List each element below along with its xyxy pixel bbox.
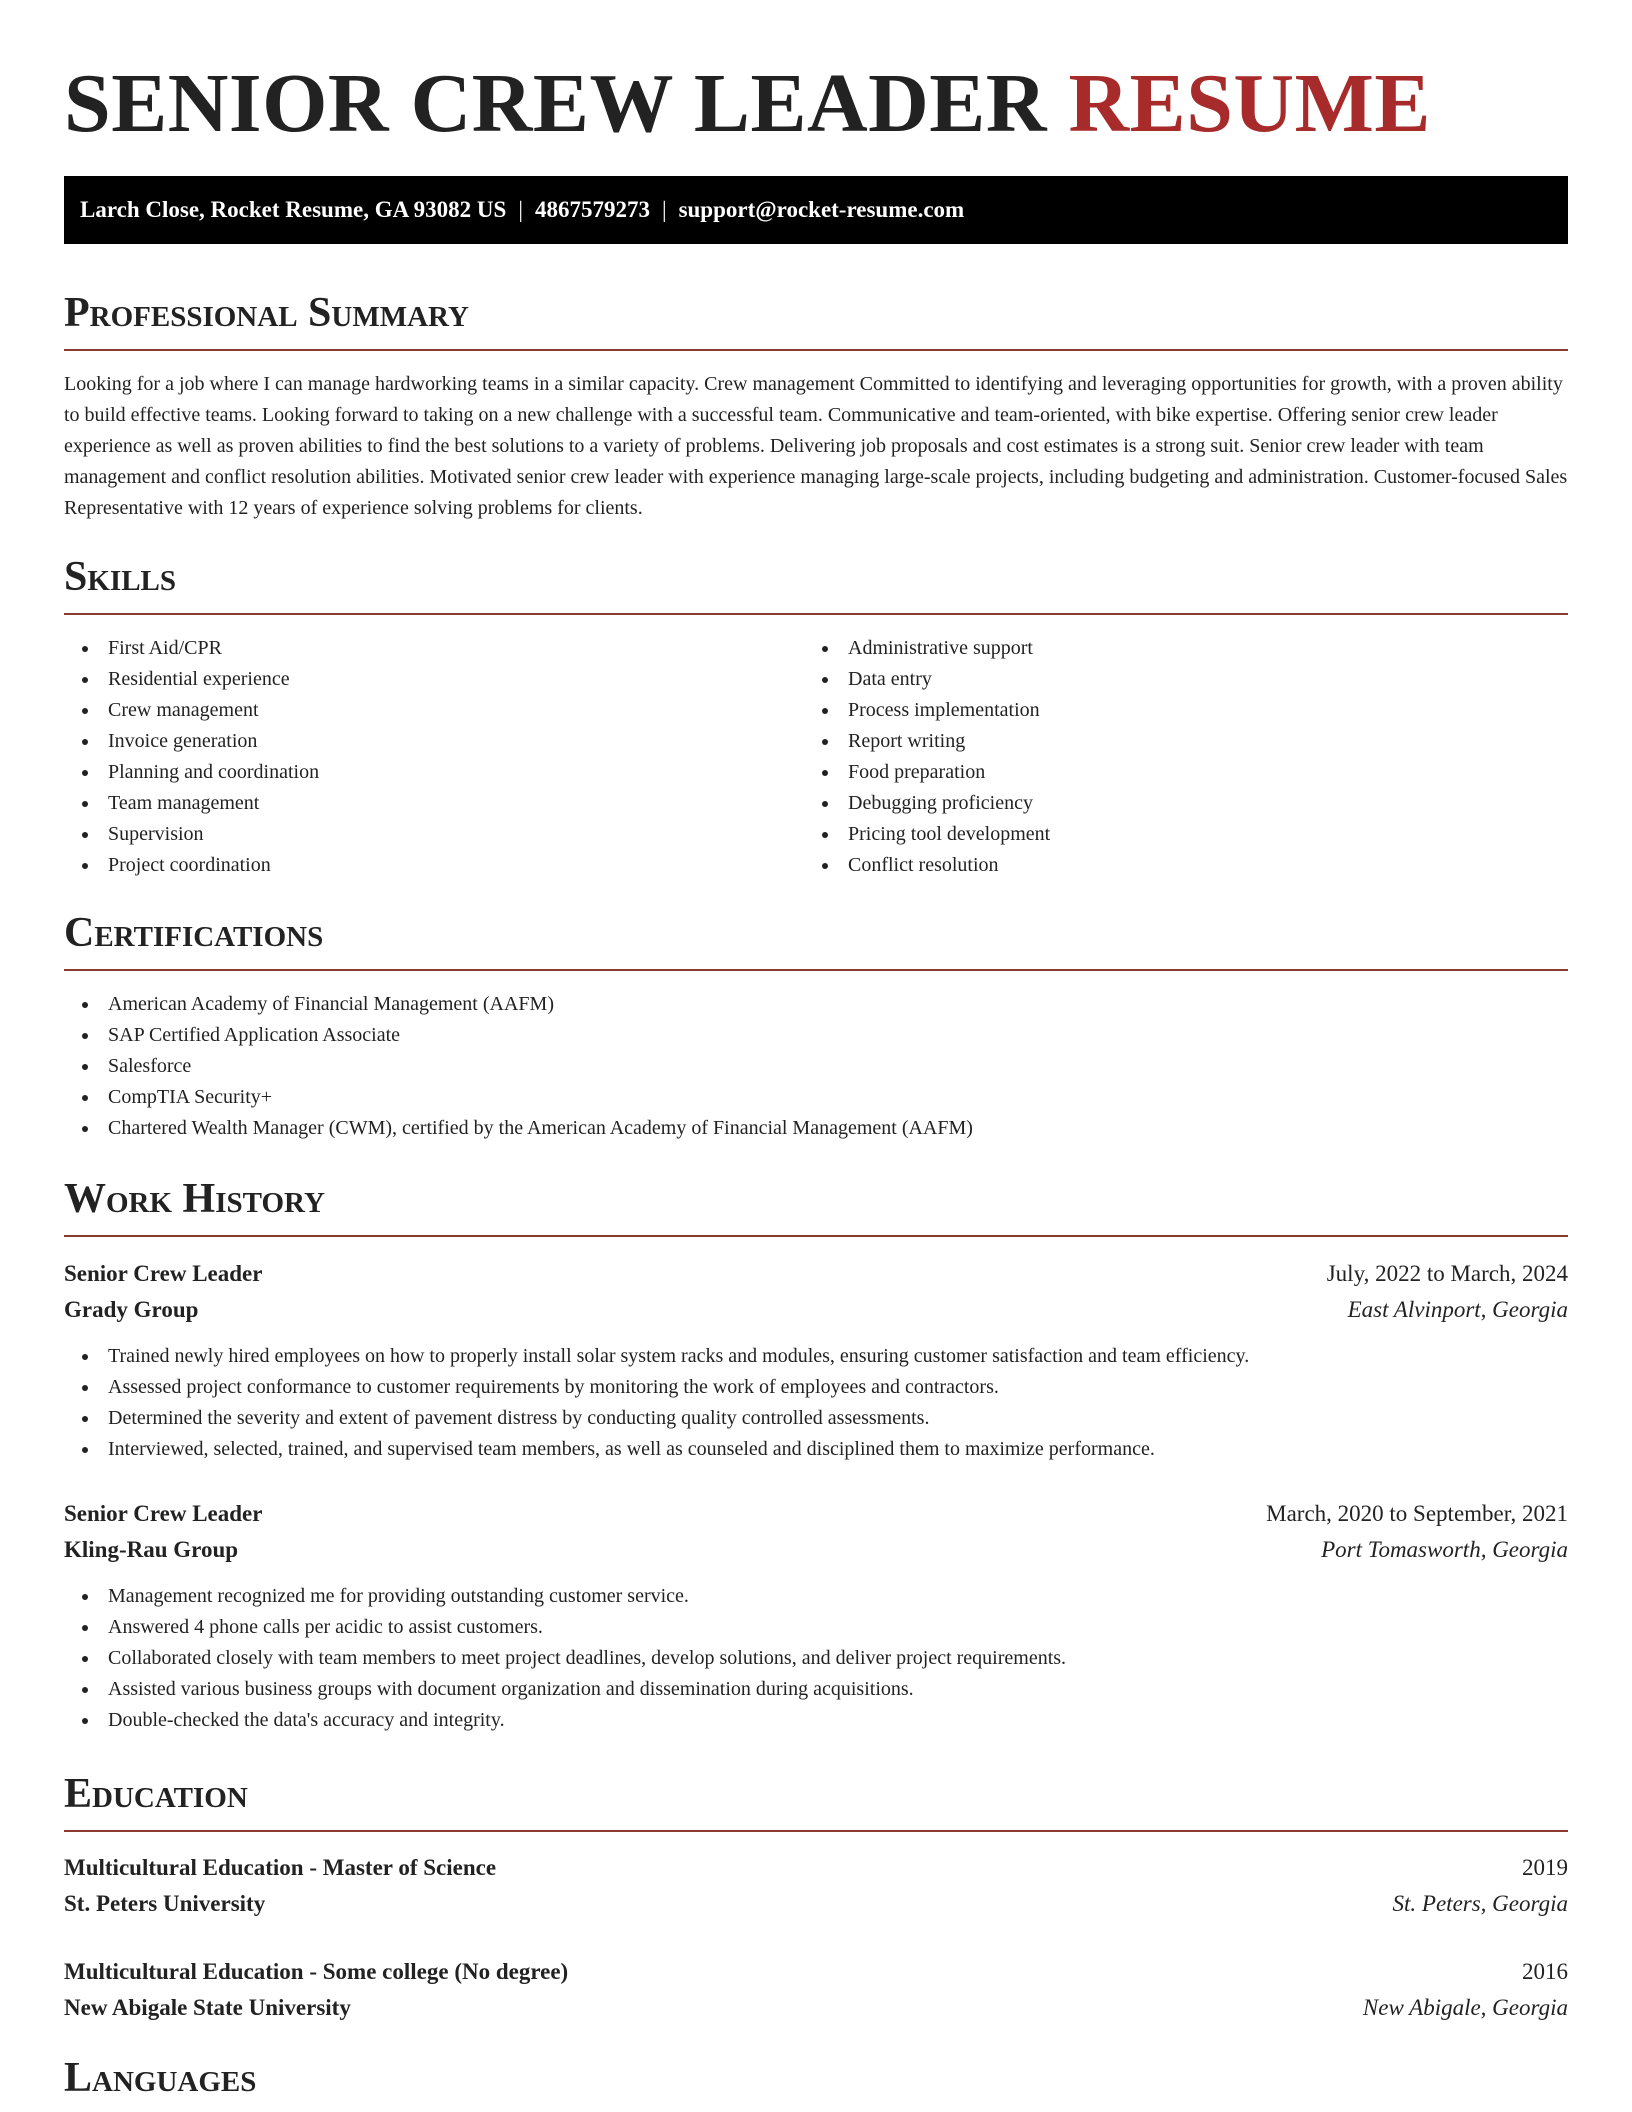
skill-item: Residential experience — [64, 664, 804, 695]
section-title-education: Education — [64, 1771, 248, 1817]
certification-item: American Academy of Financial Management (AAFM) — [64, 989, 1568, 1020]
contact-address: Larch Close, Rocket Resume, GA 93082 US — [80, 197, 507, 222]
education-year: 2016 — [1522, 1959, 1568, 1984]
job-duty-item: Collaborated closely with team members to meet project deadlines, develop solutions, and deliver project requirements. — [64, 1643, 1568, 1674]
job-duty-item: Interviewed, selected, trained, and supervised team members, as well as counseled and disciplined them to maximize performance. — [64, 1434, 1568, 1465]
skill-item: Food preparation — [804, 757, 1544, 788]
education-school: St. Peters University — [64, 1891, 266, 1916]
job-duty-item: Trained newly hired employees on how to properly install solar system racks and modules, ensuring customer satisfaction and team efficiency. — [64, 1341, 1568, 1372]
skill-item: Supervision — [64, 819, 804, 850]
job-company: Kling-Rau Group — [64, 1537, 239, 1562]
skill-item: Administrative support — [804, 633, 1544, 664]
job-location: Port Tomasworth, Georgia — [1321, 1537, 1568, 1562]
job-duty-item: Answered 4 phone calls per acidic to assist customers. — [64, 1612, 1568, 1643]
job-duty-item: Management recognized me for providing outstanding customer service. — [64, 1581, 1568, 1612]
education-degree: Multicultural Education - Master of Science — [64, 1855, 497, 1880]
section-divider — [64, 1235, 1568, 1237]
resume-title — [64, 54, 1431, 154]
skill-item: Team management — [64, 788, 804, 819]
work-history-section-header — [64, 1173, 1568, 1237]
job-company: Grady Group — [64, 1297, 199, 1322]
certification-item: Chartered Wealth Manager (CWM), certified by the American Academy of Financial Management (AAFM) — [64, 1113, 1568, 1144]
job-duty-item: Determined the severity and extent of pavement distress by conducting quality controlled assessments. — [64, 1403, 1568, 1434]
certifications-list — [64, 989, 1568, 1144]
contact-separator: | — [661, 197, 667, 222]
education-school: New Abigale State University — [64, 1995, 351, 2020]
title-main: SENIOR CREW LEADER — [64, 57, 1047, 150]
certification-item: Salesforce — [64, 1051, 1568, 1082]
education-school-row — [64, 1990, 1568, 2026]
education-degree-row — [64, 1850, 1568, 1886]
summary-section-header — [64, 287, 1568, 351]
job-title-row — [64, 1256, 1568, 1292]
skill-item: First Aid/CPR — [64, 633, 804, 664]
skill-item: Planning and coordination — [64, 757, 804, 788]
skill-item: Process implementation — [804, 695, 1544, 726]
section-title-work-history: Work History — [64, 1176, 325, 1222]
job-duty-item: Assessed project conformance to customer requirements by monitoring the work of employees and contractors. — [64, 1372, 1568, 1403]
job-company-row — [64, 1532, 1568, 1568]
skill-item: Invoice generation — [64, 726, 804, 757]
contact-email: support@rocket-resume.com — [678, 197, 965, 222]
job-dates: July, 2022 to March, 2024 — [1326, 1261, 1568, 1286]
certification-item: SAP Certified Application Associate — [64, 1020, 1568, 1051]
skills-list-left — [64, 633, 804, 881]
job-dates: March, 2020 to September, 2021 — [1266, 1501, 1568, 1526]
education-school-row — [64, 1886, 1568, 1922]
skill-item: Debugging proficiency — [804, 788, 1544, 819]
languages-section-header — [64, 2052, 1568, 2104]
education-year: 2019 — [1522, 1855, 1568, 1880]
contact-separator: | — [518, 197, 523, 222]
job-duty-item: Assisted various business groups with document organization and dissemination during acquisitions. — [64, 1674, 1568, 1705]
skill-item: Data entry — [804, 664, 1544, 695]
skills-section-header — [64, 551, 1568, 615]
skill-item: Pricing tool development — [804, 819, 1544, 850]
contact-bar — [64, 176, 1568, 244]
certifications-section-header — [64, 907, 1568, 971]
certification-item: CompTIA Security+ — [64, 1082, 1568, 1113]
job-duties-list — [64, 1341, 1568, 1465]
skill-item: Conflict resolution — [804, 850, 1544, 881]
job-title: Senior Crew Leader — [64, 1501, 263, 1526]
section-divider — [64, 969, 1568, 971]
section-title-skills: Skills — [64, 554, 177, 600]
section-divider — [64, 613, 1568, 615]
job-duties-list — [64, 1581, 1568, 1736]
section-title-summary: Professional Summary — [64, 290, 469, 336]
education-section-header — [64, 1768, 1568, 1832]
job-title: Senior Crew Leader — [64, 1261, 263, 1286]
section-title-languages: Languages — [64, 2055, 257, 2101]
education-degree-row — [64, 1954, 1568, 1990]
skill-item: Crew management — [64, 695, 804, 726]
education-location: St. Peters, Georgia — [1392, 1891, 1568, 1916]
job-location: East Alvinport, Georgia — [1347, 1297, 1568, 1322]
job-duty-item: Double-checked the data's accuracy and integrity. — [64, 1705, 1568, 1736]
skills-list-right — [804, 633, 1544, 881]
skill-item: Project coordination — [64, 850, 804, 881]
job-title-row — [64, 1496, 1568, 1532]
title-accent: RESUME — [1068, 57, 1431, 150]
education-location: New Abigale, Georgia — [1362, 1995, 1568, 2020]
section-divider — [64, 1830, 1568, 1832]
section-title-certifications: Certifications — [64, 910, 324, 956]
skill-item: Report writing — [804, 726, 1544, 757]
job-company-row — [64, 1292, 1568, 1328]
summary-text: Looking for a job where I can manage hardworking teams in a similar capacity. Crew management Committed to identifying and leveraging opportunities for growth, with a proven ability to build effective teams. Looking forward to taking on a new challenge with a successful team. Communicative and team-oriented, with bike expertise. Offering senior crew leader experience as well as proven abilities to find the best solutions to a variety of problems. Delivering job proposals and cost estimates is a strong suit. Senior crew leader with team management and conflict resolution abilities. Motivated senior crew leader with experience managing large-scale projects, including budgeting and administration. Customer-focused Sales Representative with 12 years of experience solving problems for clients. — [64, 373, 1568, 519]
section-divider — [64, 349, 1568, 351]
education-degree: Multicultural Education - Some college (No degree) — [64, 1959, 569, 1984]
contact-phone: 4867579273 — [534, 197, 650, 222]
